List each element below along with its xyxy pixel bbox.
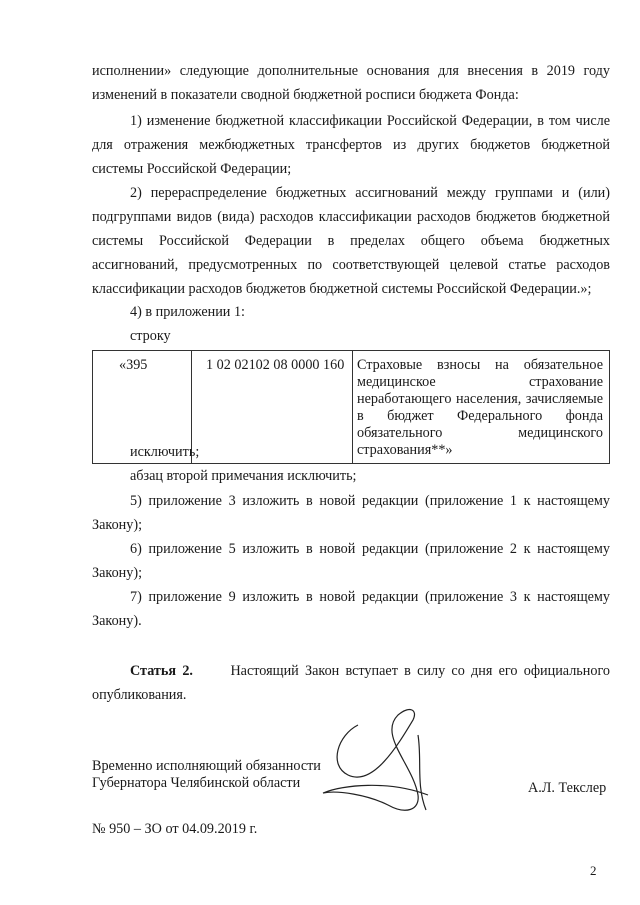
item-7-text: 7) приложение 9 изложить в новой редакции (приложение 3 к настоящему Закону). xyxy=(92,589,610,629)
item-2-text: 2) перераспределение бюджетных ассигнований между группами и (или) подгруппами видов (вида) расходов классификации расходов бюджетов бюджетной системы Российской Федерации в пределах общего объема бюджетных ассигнований, предусмотренных по соответствующей целевой статье расходов классификации расходов бюджетов бюджетной системы Российской Федерации.»; xyxy=(92,185,610,297)
item-5 xyxy=(92,489,610,537)
item-7 xyxy=(92,585,610,633)
page-number: 2 xyxy=(590,863,597,878)
item-1 xyxy=(92,109,610,181)
exclude-text: исключить; xyxy=(130,444,200,460)
table-cell-code: «395 xyxy=(93,351,192,464)
article-2-text: Настоящий Закон вступает в силу со дня его официального опубликования. xyxy=(92,663,611,703)
article-2 xyxy=(92,659,610,707)
table-cell-kbk: 1 02 02102 08 0000 160 xyxy=(192,351,353,464)
table-cell-description: Страховые взносы на обязательное медицинское страхование неработающего населения, зачисляемые в бюджет Федерального фонда обязательного медицинского страхования**» xyxy=(353,351,610,464)
item-5-text: 5) приложение 3 изложить в новой редакции (приложение 1 к настоящему Закону); xyxy=(92,493,610,533)
article-2-label: Статья 2. xyxy=(130,663,193,679)
item-1-text: 1) изменение бюджетной классификации Российской Федерации, в том числе для отражения межбюджетных трансфертов из других бюджетов бюджетной системы Российской Федерации; xyxy=(92,113,610,177)
position-line-1: Временно исполняющий обязанности xyxy=(92,758,321,774)
law-number: № 950 – ЗО от 04.09.2019 г. xyxy=(92,821,258,837)
item-6-text: 6) приложение 5 изложить в новой редакции (приложение 2 к настоящему Закону); xyxy=(92,541,610,581)
position-line-2: Губернатора Челябинской области xyxy=(92,775,301,791)
text-line-1: исполнении» следующие дополнительные основания для внесения в 2019 году xyxy=(92,63,610,79)
text-line-2: изменений в показатели сводной бюджетной росписи бюджета Фонда: xyxy=(92,87,519,103)
item-2 xyxy=(92,181,610,301)
note-exclude-text: абзац второй примечания исключить; xyxy=(130,468,357,484)
item-4: 4) в приложении 1: xyxy=(130,304,245,320)
item-6 xyxy=(92,537,610,585)
signature-position xyxy=(92,758,321,792)
signatory-name: А.Л. Текслер xyxy=(528,780,607,796)
handwritten-signature xyxy=(318,705,448,820)
row-label: строку xyxy=(130,328,171,344)
